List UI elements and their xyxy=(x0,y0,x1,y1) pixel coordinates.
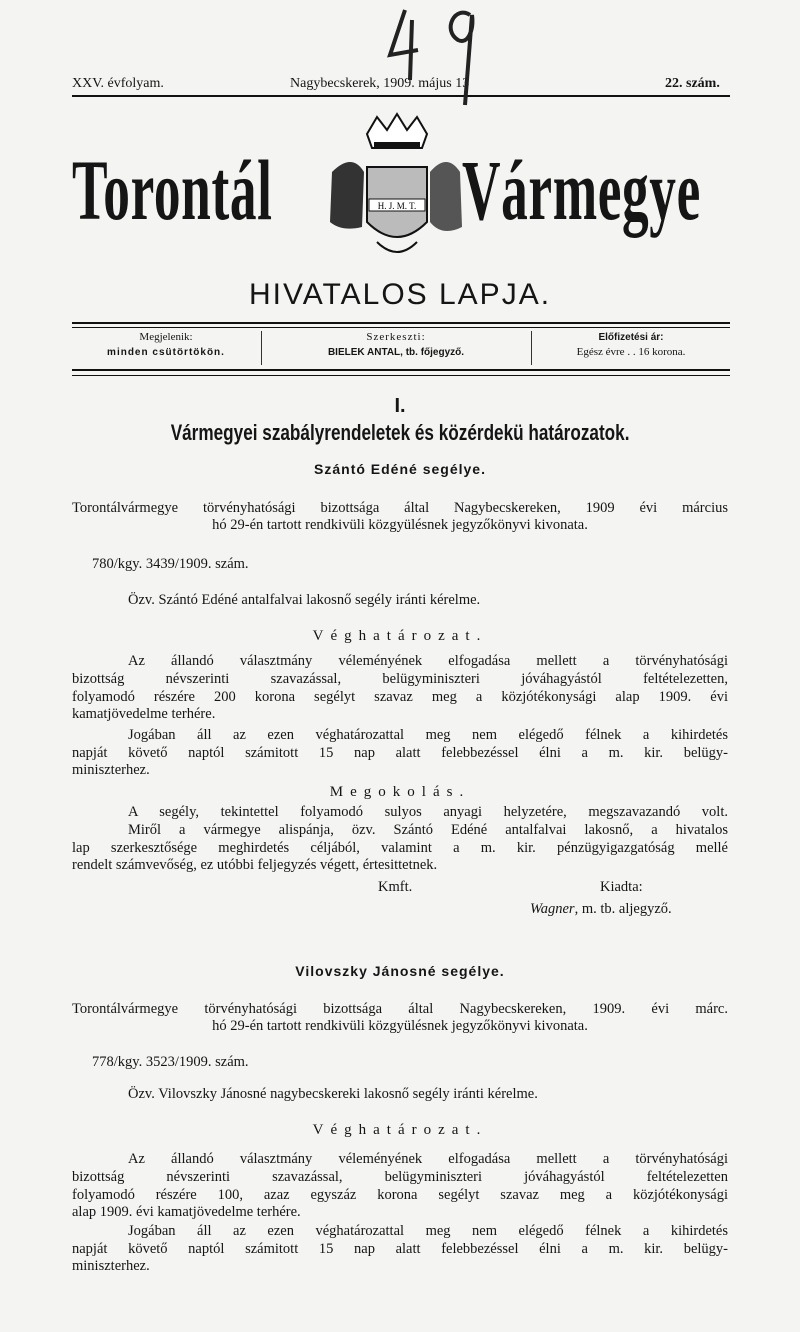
info-value: BIELEK ANTAL, tb. főjegyző. xyxy=(327,347,465,358)
reference-number: 778/kgy. 3523/1909. szám. xyxy=(92,1054,249,1070)
subtitle: HIVATALOS LAPJA. xyxy=(248,278,552,311)
rule xyxy=(72,369,730,371)
title-right: Vármegye xyxy=(462,142,701,238)
info-editor xyxy=(262,330,530,360)
subject: Özv. Vilovszky Jánosné nagybecskereki lakosnő segély iránti kérelme. xyxy=(128,1086,538,1102)
subject: Özv. Szántó Edéné antalfalvai lakosnő segély iránti kérelme. xyxy=(128,592,481,608)
text-line: alap 1909. évi kamatjövedelme terhére. xyxy=(72,1204,301,1220)
text-line: Az állandó választmány véleményének elfogadása mellett a törvényhatósági xyxy=(128,1151,728,1167)
rule xyxy=(72,327,730,328)
reason-title: Megokolás. xyxy=(329,784,471,800)
info-publication xyxy=(72,330,260,360)
section-number: I. xyxy=(394,395,406,417)
text-line: Az állandó választmány véleményének elfogadása mellett a törvényhatósági xyxy=(128,653,728,669)
text-line: napját követő naptól számitott 15 nap alatt felebbezéssel élni a m. kir. belügy- xyxy=(72,745,728,761)
info-label: Előfizetési ár: xyxy=(598,332,664,343)
info-value: minden csütörtökön. xyxy=(107,347,225,358)
signature xyxy=(530,901,672,918)
coat-of-arms-emblem xyxy=(322,112,472,272)
issued-label: Kiadta: xyxy=(600,879,643,895)
section-title xyxy=(72,420,728,446)
text-line: napját követő naptól számitott 15 nap alatt felebbezéssel élni a m. kir. belügy- xyxy=(72,1241,728,1257)
info-label: Megjelenik: xyxy=(139,331,193,343)
section-title-text: Vármegyei szabályrendeletek és közérdekü határozatok. xyxy=(170,420,630,445)
text-line: miniszterhez. xyxy=(72,1258,150,1274)
text-line: bizottság névszerinti szavazással, belügyminiszteri jóváhagyástól feltételezetten, xyxy=(72,671,728,687)
text-line: rendelt számvevőség, ez utóbbi feljegyzés végett, értesittetnek. xyxy=(72,857,438,873)
handwritten-number xyxy=(370,0,500,110)
intro-line: Torontálvármegye törvényhatósági bizottsága által Nagybecskereken, 1909. évi márc. xyxy=(72,1001,728,1017)
text-line: Miről a vármegye alispánja, özv. Szántó Edéné antalfalvai lakosnő, a hivatalos xyxy=(128,822,728,838)
info-label: Szerkeszti: xyxy=(366,331,426,343)
intro-line: hó 29-én tartott rendkivüli közgyülésnek jegyzőkönyvi kivonata. xyxy=(212,1018,588,1034)
info-value: Egész évre . . 16 korona. xyxy=(576,346,686,358)
place-date: Nagybecskerek, 1909. május 13 xyxy=(290,76,470,91)
title-left: Torontál xyxy=(72,142,273,238)
rule xyxy=(72,375,730,376)
text-line: lap szerkesztősége meghirdetés céljából, valamint a m. kir. pénzügyigazgatóság mellé xyxy=(72,840,728,856)
signer-name: Wagner xyxy=(530,901,575,917)
reference-number: 780/kgy. 3439/1909. szám. xyxy=(92,556,249,572)
text-line: A segély, tekintettel folyamodó sulyos anyagi helyzetére, megszavazandó volt. xyxy=(128,804,728,820)
text-line: miniszterhez. xyxy=(72,762,150,778)
decision-title: Véghatározat. xyxy=(312,1122,488,1138)
text-line: Jogában áll az ezen véghatározattal meg nem elégedő félnek a kihirdetés xyxy=(128,727,728,743)
text-line: folyamodó részére 100, azaz egyszáz korona segélyt szavaz meg a közjótékonysági xyxy=(72,1187,728,1203)
info-subscription xyxy=(532,330,730,360)
text-line: folyamodó részére 200 korona segélyt szavaz meg a közjótékonysági alap 1909. évi xyxy=(72,689,728,705)
volume: XXV. évfolyam. xyxy=(72,76,164,91)
text-line: bizottság névszerinti szavazással, belügyminiszteri jóváhagyástól feltételezetten xyxy=(72,1169,728,1185)
signer-title: , m. tb. aljegyző. xyxy=(574,901,672,917)
rule xyxy=(72,322,730,324)
article-title: Szántó Edéné segélye. xyxy=(314,461,486,477)
text-line: Jogában áll az ezen véghatározattal meg nem elégedő félnek a kihirdetés xyxy=(128,1223,728,1239)
kmft: Kmft. xyxy=(378,879,413,895)
intro-line: hó 29-én tartott rendkivüli közgyülésnek jegyzőkönyvi kivonata. xyxy=(212,517,588,533)
text-line: kamatjövedelme terhére. xyxy=(72,706,216,722)
article-title: Vilovszky Jánosné segélye. xyxy=(295,963,505,979)
decision-title: Véghatározat. xyxy=(312,628,488,644)
issue-number: 22. szám. xyxy=(665,76,720,91)
crest-text: H. J. M. T. xyxy=(377,201,417,211)
intro-line: Torontálvármegye törvényhatósági bizottsága által Nagybecskereken, 1909 évi március xyxy=(72,500,728,516)
